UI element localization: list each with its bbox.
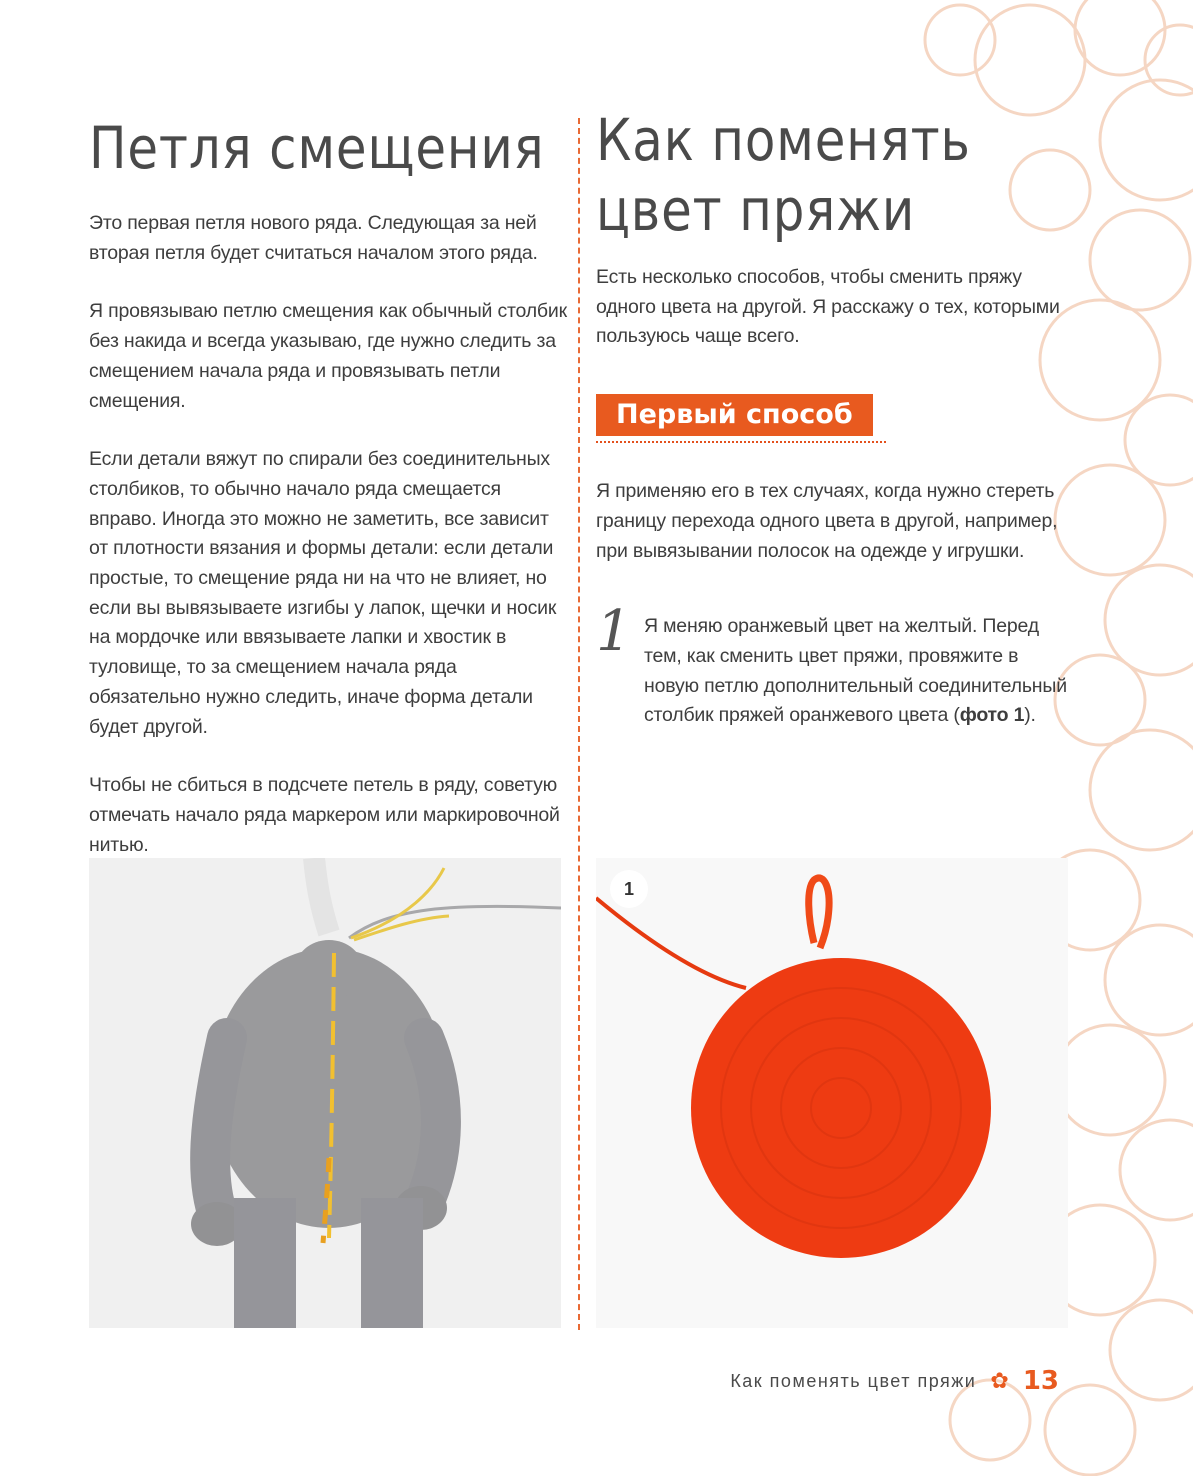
section-badge: Первый способ <box>596 394 873 436</box>
step-text-before: Я меняю оранжевый цвет на желтый. Перед тем, как сменить цвет пряжи, провяжите в новую петлю дополнительный соединительный столбик пряжей оранжевого цвета ( <box>644 615 1067 727</box>
page-number: 13 <box>1022 1366 1059 1396</box>
page-footer <box>730 1366 1059 1396</box>
step-text-after: ). <box>1024 704 1036 727</box>
left-heading: Петля смещения <box>89 114 545 182</box>
photo-red-circle <box>596 858 1068 1328</box>
left-column <box>89 105 569 860</box>
left-paragraph-2: Я провязываю петлю смещения как обычный столбик без накида и всегда указываю, где нужно следить за смещением начала ряда и провязывать петли смещения. <box>89 300 567 412</box>
left-paragraph-3: Если детали вяжут по спирали без соединительных столбиков, то обычно начало ряда смещается вправо. Иногда это можно не заметить, все зависит от плотности вязания и формы детали: если детали простые, то смещение ряда ни на что не влияет, но если вы вывязываете изгибы у лапок, щечки и носик на мордочке или ввязываете лапки и хвостик в туловище, то за смещением начала ряда обязательно нужно следить, иначе форма детали будет другой. <box>89 448 557 738</box>
step-text-bold: фото 1 <box>959 704 1025 727</box>
step-text <box>644 612 1076 731</box>
right-intro: Есть несколько способов, чтобы сменить пряжу одного цвета на другой. Я расскажу о тех, которыми пользуюсь чаще всего. <box>596 266 1060 348</box>
photo-number-label: 1 <box>610 870 648 908</box>
right-heading-line1: Как поменять <box>596 106 971 174</box>
photo-gray-toy <box>89 858 561 1328</box>
left-paragraph-1: Это первая петля нового ряда. Следующая за ней вторая петля будет считаться началом этого ряда. <box>89 212 538 264</box>
left-paragraph-4: Чтобы не сбиться в подсчете петель в ряду, советую отмечать начало ряда маркером или маркировочной нитью. <box>89 774 560 856</box>
right-heading-line2: цвет пряжи <box>596 176 916 244</box>
right-column <box>596 105 1076 731</box>
section-badge-wrap <box>596 394 886 443</box>
footer-title: Как поменять цвет пряжи <box>730 1370 977 1391</box>
column-divider <box>578 118 580 1330</box>
step-1 <box>596 599 1076 731</box>
flower-icon: ✿ <box>990 1368 1009 1393</box>
section-text: Я применяю его в тех случаях, когда нужно стереть границу перехода одного цвета в другой, например, при вывязывании полосок на одежде у игрушки. <box>596 480 1058 562</box>
step-number: 1 <box>596 599 632 665</box>
